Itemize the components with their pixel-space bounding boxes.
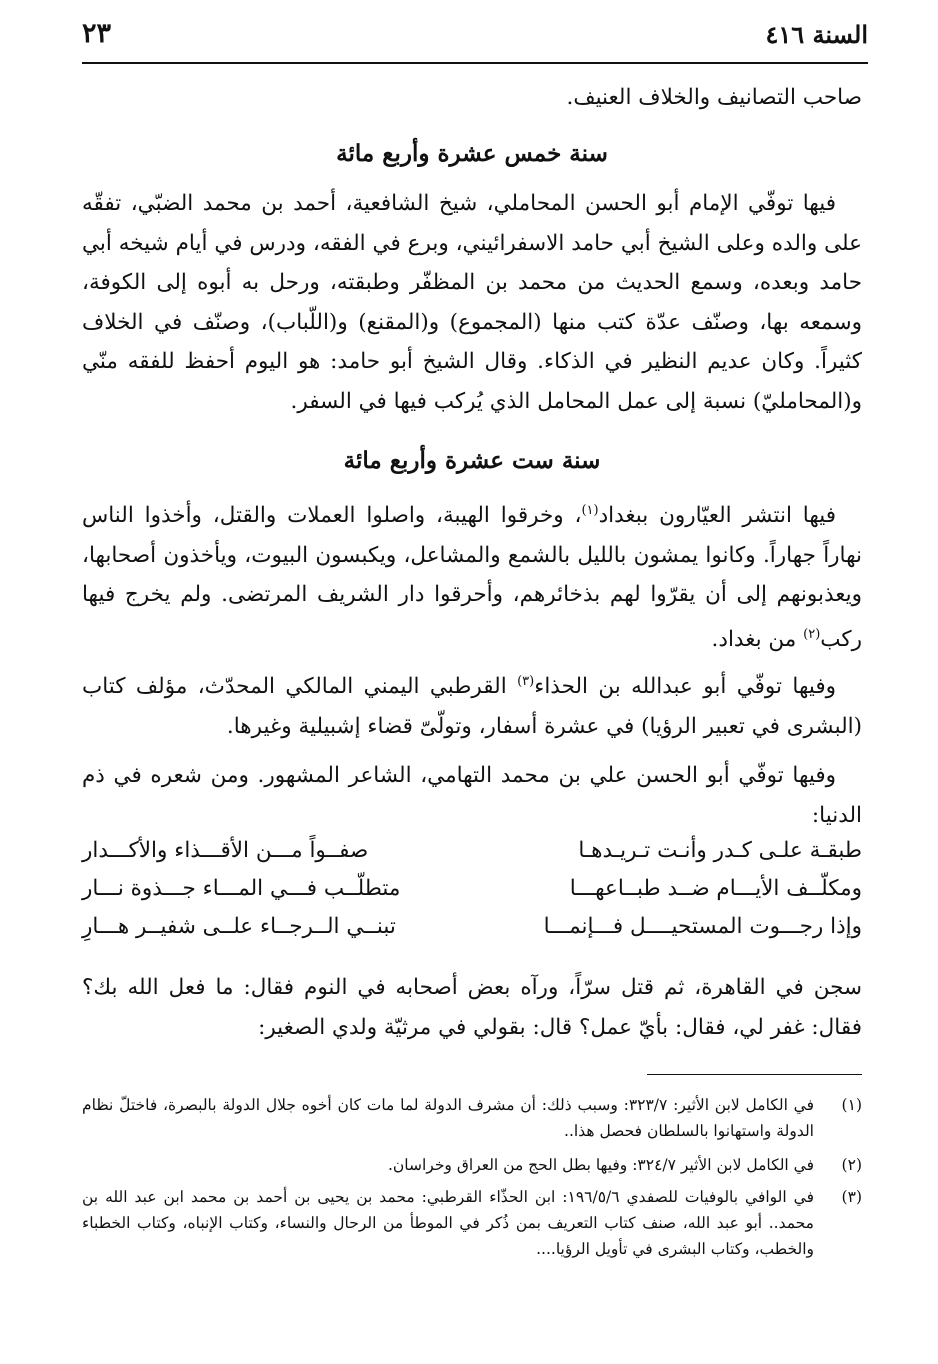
- footnote-ref-3: (٣): [517, 674, 535, 689]
- verse-second-hemistich: صفــواً مـــن الأقـــذاء والأكـــدار: [82, 838, 369, 863]
- running-header: [82, 18, 868, 64]
- paragraph-part: فيها انتشر العيّارون ببغداد: [598, 503, 836, 529]
- footnote-ref-1: (١): [581, 503, 599, 518]
- paragraph-415: فيها توفّي الإمام أبو الحسن المحاملي، شيخ الشافعية، أحمد بن محمد الضبّي، تفقّه على والده وعلى الشيخ أبي حامد الاسفرائيني، وبرع في الفقه، ودرس في أيام شيخه أبي حامد وبعده، وسمع الحديث من محمد بن المظفّر وطبقته، ورحل به أبوه إلى الكوفة، وسمعه بها، وصنّف عدّة كتب منها (المجموع) و(المقنع) و(اللّباب)، وصنّف في الخلاف كثيراً. وكان عديم النظير في الذكاء. وقال الشيخ أبو حامد: هو اليوم أحفظ للفقه منّي و(المحامليّ) نسبة إلى عمل المحامل الذي يُركب فيها في السفر.: [82, 191, 862, 414]
- verse-first-hemistich: وإذا رجـــوت المستحيــــل فـــإنمـــا: [543, 914, 862, 939]
- opening-line: صاحب التصانيف والخلاف العنيف.: [566, 85, 862, 110]
- verse-second-hemistich: متطلّــب فـــي المـــاء جـــذوة نـــار: [82, 876, 401, 901]
- footnote-number: (١): [841, 1096, 862, 1114]
- poem-verse: [82, 838, 862, 876]
- footnote-text: في الكامل لابن الأثير ٣٢٤/٧: وفيها بطل الحج من العراق وخراسان.: [387, 1156, 814, 1174]
- poem-verse: [82, 914, 862, 952]
- section-heading-415: سنة خمس عشرة وأربع مائة: [336, 140, 608, 167]
- verse-first-hemistich: ومكلّــف الأيـــام ضــد طبــاعهـــا: [569, 876, 862, 901]
- paragraph-part: القرطبي اليمني المالكي المحدّث، مؤلف كتاب (البشرى في تعبير الرؤيا) في عشرة أسفار، وتولّىّ قضاء إشبيلية وغيرها.: [82, 674, 862, 739]
- footnote-2: [82, 1152, 862, 1178]
- footnote-text: في الوافي بالوفيات للصفدي ١٩٦/٥/٦: ابن الحذّاء القرطبي: محمد بن يحيى بن أحمد بن محمد ابن عبد الله بن محمد.. أبو عبد الله، صنف كتاب التعريف بمن ذُكر في الموطأ من الرحال والنساء، وكتاب الإنباه، وكتاب الخطباء والخطب، وكتاب البشرى في تأويل الرؤيا....: [82, 1188, 814, 1258]
- running-title: السنة ٤١٦: [765, 20, 868, 49]
- footnote-text: في الكامل لابن الأثير: ٣٢٣/٧: وسبب ذلك: أن مشرف الدولة لما مات كان أخوه جلال الدولة بالبصرة، فاختلّ نظام الدولة واستهانوا بالسلطان فحصل هذا..: [82, 1096, 814, 1140]
- footnote-number: (٣): [841, 1188, 862, 1206]
- verse-first-hemistich: طبقـة علـى كـدر وأنـت تـريـدهـا: [578, 838, 862, 863]
- paragraph-tihami: وفيها توفّي أبو الحسن علي بن محمد التهامي، الشاعر المشهور. ومن شعره في ذم الدنيا:: [82, 763, 862, 828]
- paragraph-part: من بغداد.: [711, 626, 804, 652]
- poem-verse: [82, 876, 862, 914]
- page-number: ٢٣: [82, 18, 112, 49]
- footnote-3: [82, 1184, 862, 1262]
- section-heading-416: سنة ست عشرة وأربع مائة: [343, 447, 601, 474]
- verse-second-hemistich: تبنــي الــرجــاء علــى شفيــر هـــارِ: [82, 914, 396, 939]
- paragraph-part: ، وخرقوا الهيبة، واصلوا العملات والقتل، وأخذوا الناس نهاراً جهاراً. وكانوا يمشون بالليل بالشمع والمشاعل، ويكبسون البيوت، ويأخذون أصحابها، ويعذبونهم إلى أن يقرّوا لهم بذخائرهم، وأحرقوا دار الشريف المرتضى. ولم يخرج فيها ركب: [82, 503, 862, 652]
- footnote-number: (٢): [841, 1156, 862, 1174]
- paragraph-part: وفيها توفّي أبو عبدالله بن الحذاء: [534, 674, 836, 700]
- paragraph-dream: سجن في القاهرة، ثم قتل سرّاً، ورآه بعض أصحابه في النوم فقال: ما فعل الله بك؟ فقال: غفر لي، فقال: بأيّ عمل؟ قال: بقولي في مرثيّة ولدي الصغير:: [82, 975, 862, 1040]
- footnote-separator: [647, 1074, 862, 1075]
- footnote-1: [82, 1092, 862, 1144]
- paragraph-ibn-al-hadhdha: [82, 662, 862, 746]
- paragraph-unrest-baghdad: [82, 491, 862, 659]
- footnote-ref-2: (٢): [803, 626, 821, 642]
